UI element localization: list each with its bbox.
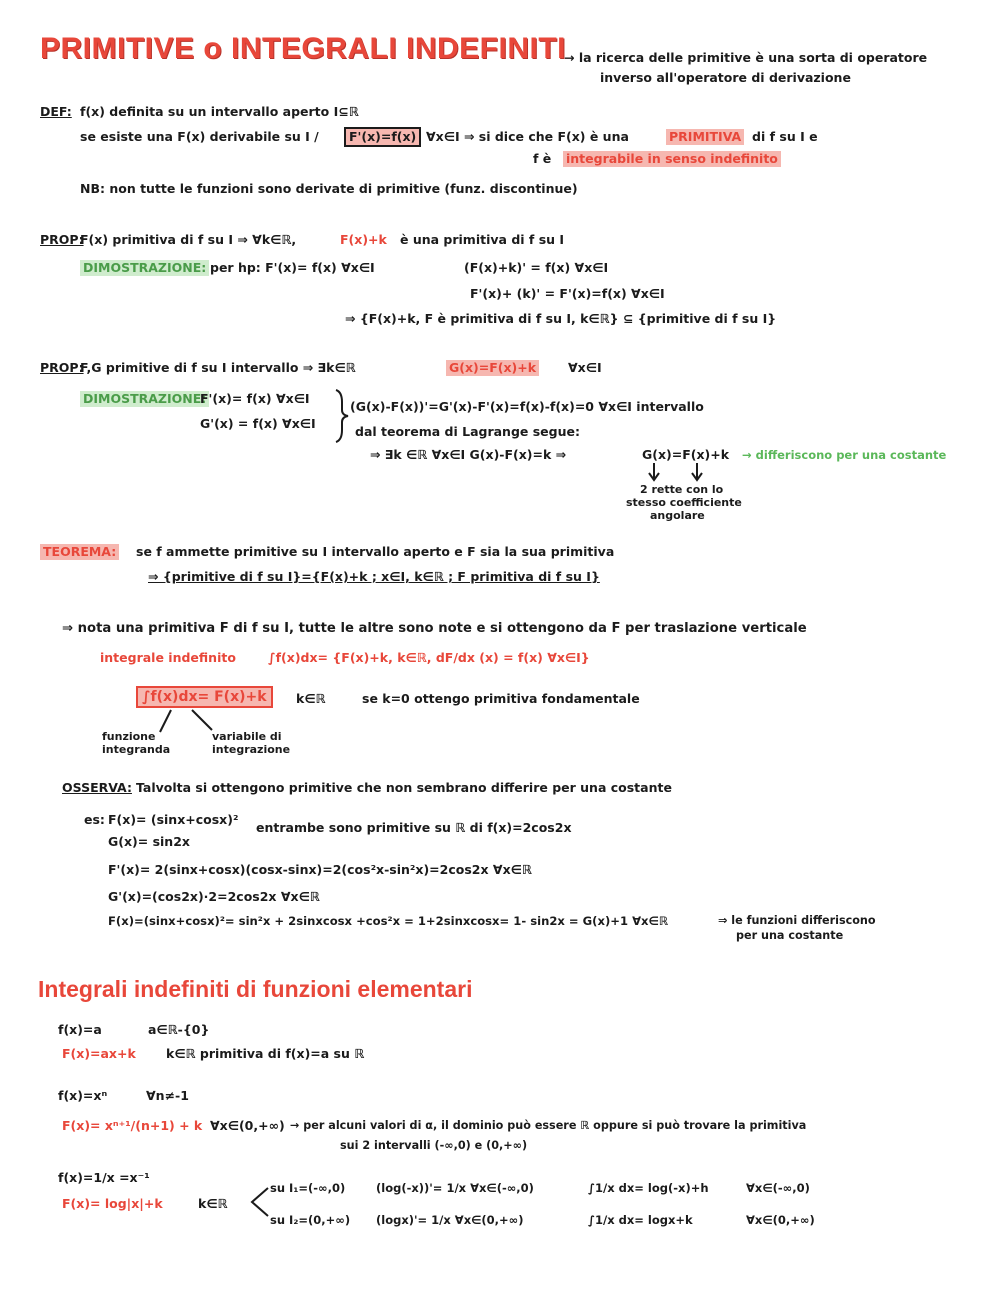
osserva-es-label: es: xyxy=(84,812,105,827)
boxed-integral: ∫f(x)dx= F(x)+k xyxy=(138,688,271,706)
item3-domain-1: ∀x∈(-∞,0) xyxy=(746,1181,810,1195)
prop1-dim-line-1a: per hp: F'(x)= f(x) ∀x∈I xyxy=(210,260,375,275)
item3-f: f(x)=1/x =x⁻¹ xyxy=(58,1170,150,1185)
osserva-label: OSSERVA: xyxy=(62,780,132,795)
prop2-line-3: (G(x)-F(x))'=G'(x)-F'(x)=f(x)-f(x)=0 ∀x∈I intervallo xyxy=(350,399,704,414)
prop2-note-2: stesso coefficiente xyxy=(626,496,742,509)
osserva-both: entrambe sono primitive su ℝ di f(x)=2cos2x xyxy=(256,820,572,835)
label-integranda: integranda xyxy=(102,743,171,756)
def-integrabile-highlight: integrabile in senso indefinito xyxy=(563,151,781,167)
page-title: PRIMITIVE o INTEGRALI INDEFINITI xyxy=(40,32,566,65)
item2-primitive: F(x)= xⁿ⁺¹/(n+1) + k xyxy=(62,1118,203,1133)
osserva-conclusion-2: per una costante xyxy=(736,929,844,942)
prop2-note-3: angolare xyxy=(650,509,705,522)
prop1-label: PROP: xyxy=(40,232,84,247)
item2-cond: ∀n≠-1 xyxy=(146,1088,189,1103)
osserva-gprime: G'(x)=(cos2x)·2=2cos2x ∀x∈ℝ xyxy=(108,889,320,904)
item2-note-2: sui 2 intervalli (-∞,0) e (0,+∞) xyxy=(340,1139,528,1152)
item3-interval-1: su I₁=(-∞,0) xyxy=(270,1181,346,1195)
def-line-3a: f è xyxy=(533,151,552,166)
prop2-text-b: ∀x∈I xyxy=(568,360,602,375)
item3-primitive: F(x)= log|x|+k xyxy=(62,1196,163,1211)
osserva-expand: F(x)=(sinx+cosx)²= sin²x + 2sinxcosx +cos²x = 1+2sinxcosx= 1- sin2x = G(x)+1 ∀x∈ℝ xyxy=(108,914,669,928)
def-label: DEF: xyxy=(40,104,72,119)
item1-rest: k∈ℝ primitiva di f(x)=a su ℝ xyxy=(166,1046,365,1061)
prop1-dim-line-3: ⇒ {F(x)+k, F è primitiva di f su I, k∈ℝ} ⊆ {primitive di f su I} xyxy=(345,311,777,326)
item3-derivative-2: (logx)'= 1/x ∀x∈(0,+∞) xyxy=(376,1213,524,1227)
item2-f: f(x)=xⁿ xyxy=(58,1088,108,1103)
prop2-line-5: ⇒ ∃k ∈ℝ ∀x∈I G(x)-F(x)=k ⇒ xyxy=(370,447,567,462)
prop2-note-1: 2 rette con lo xyxy=(640,483,724,496)
item2-rest: ∀x∈(0,+∞) xyxy=(210,1118,285,1133)
prop1-dimostrazione-label: DIMOSTRAZIONE: xyxy=(80,260,209,276)
teorema-line-2: ⇒ {primitive di f su I}={F(x)+k ; x∈I, k∈ℝ ; F primitiva di f su I} xyxy=(148,569,600,584)
def-line-2c: di f su I e xyxy=(752,129,818,144)
def-line-1: f(x) definita su un intervallo aperto I⊆ℝ xyxy=(80,104,359,119)
prop2-line-4: dal teorema di Lagrange segue: xyxy=(355,424,580,439)
prop2-highlight: G(x)=F(x)+k xyxy=(446,360,539,376)
label-funzione: funzione xyxy=(102,730,156,743)
prop2-line-1: F'(x)= f(x) ∀x∈I xyxy=(200,391,310,406)
osserva-text: Talvolta si ottengono primitive che non sembrano differire per una costante xyxy=(136,780,672,795)
section-2-title: Integrali indefiniti di funzioni elementari xyxy=(38,976,473,1002)
prop1-dim-line-1b: (F(x)+k)' = f(x) ∀x∈I xyxy=(464,260,609,275)
prop2-dimostrazione-label: DIMOSTRAZIONE: xyxy=(80,391,209,407)
item2-note-1: → per alcuni valori di α, il dominio può essere ℝ oppure si può trovare la primitiva xyxy=(290,1119,807,1132)
nota-formula: ∫f(x)dx= {F(x)+k, k∈ℝ, dF/dx (x) = f(x) ∀x∈I} xyxy=(268,650,590,665)
item3-domain-2: ∀x∈(0,+∞) xyxy=(746,1213,815,1227)
intro-line-2: inverso all'operatore di derivazione xyxy=(600,70,851,85)
label-variabile: variabile di xyxy=(212,730,282,743)
prop1-dim-line-2: F'(x)+ (k)' = F'(x)=f(x) ∀x∈I xyxy=(470,286,665,301)
intro-line-1: → la ricerca delle primitive è una sorta di operatore xyxy=(564,50,928,65)
prop2-result: G(x)=F(x)+k xyxy=(642,447,730,462)
item1-cond: a∈ℝ-{0} xyxy=(148,1022,210,1037)
item1-primitive: F(x)=ax+k xyxy=(62,1046,136,1061)
prop2-label: PROP: xyxy=(40,360,84,375)
prop1-text-b: è una primitiva di f su I xyxy=(400,232,565,247)
def-line-2b: ∀x∈I ⇒ si dice che F(x) è una xyxy=(426,129,629,144)
item3-interval-2: su I₂=(0,+∞) xyxy=(270,1213,351,1227)
teorema-label: TEOREMA: xyxy=(40,544,119,560)
item1-f: f(x)=a xyxy=(58,1022,102,1037)
teorema-line-1: se f ammette primitive su I intervallo aperto e F sia la sua primitiva xyxy=(136,544,615,559)
def-primitiva-highlight: PRIMITIVA xyxy=(666,129,744,145)
osserva-g-def: G(x)= sin2x xyxy=(108,834,190,849)
nota-k-in-r: k∈ℝ xyxy=(296,691,326,706)
label-integrazione: integrazione xyxy=(212,743,291,756)
osserva-f-def: F(x)= (sinx+cosx)² xyxy=(108,812,239,827)
item3-integral-1: ∫1/x dx= log(-x)+h xyxy=(588,1181,709,1195)
item3-k: k∈ℝ xyxy=(198,1196,228,1211)
prop2-line-2: G'(x) = f(x) ∀x∈I xyxy=(200,416,316,431)
prop1-text-a: F(x) primitiva di f su I ⇒ ∀k∈ℝ, xyxy=(80,232,297,247)
item3-integral-2: ∫1/x dx= logx+k xyxy=(588,1213,693,1227)
def-line-2a: se esiste una F(x) derivabile su I / xyxy=(80,129,319,144)
def-nb-note: NB: non tutte le funzioni sono derivate di primitive (funz. discontinue) xyxy=(80,181,578,196)
prop2-green-note: → differiscono per una costante xyxy=(742,448,947,462)
item3-derivative-1: (log(-x))'= 1/x ∀x∈(-∞,0) xyxy=(376,1181,534,1195)
def-derivative-box: F'(x)=f(x) xyxy=(346,129,419,145)
nota-line-1: ⇒ nota una primitiva F di f su I, tutte le altre sono note e si ottengono da F per traslazione verticale xyxy=(62,621,807,636)
prop1-highlight: F(x)+k xyxy=(340,232,387,247)
osserva-conclusion-1: ⇒ le funzioni differiscono xyxy=(718,914,876,927)
prop2-text-a: F,G primitive di f su I intervallo ⇒ ∃k∈ℝ xyxy=(80,360,356,375)
nota-integrale-label: integrale indefinito xyxy=(100,650,236,665)
nota-k-zero: se k=0 ottengo primitiva fondamentale xyxy=(362,691,640,706)
osserva-fprime: F'(x)= 2(sinx+cosx)(cosx-sinx)=2(cos²x-sin²x)=2cos2x ∀x∈ℝ xyxy=(108,862,532,877)
